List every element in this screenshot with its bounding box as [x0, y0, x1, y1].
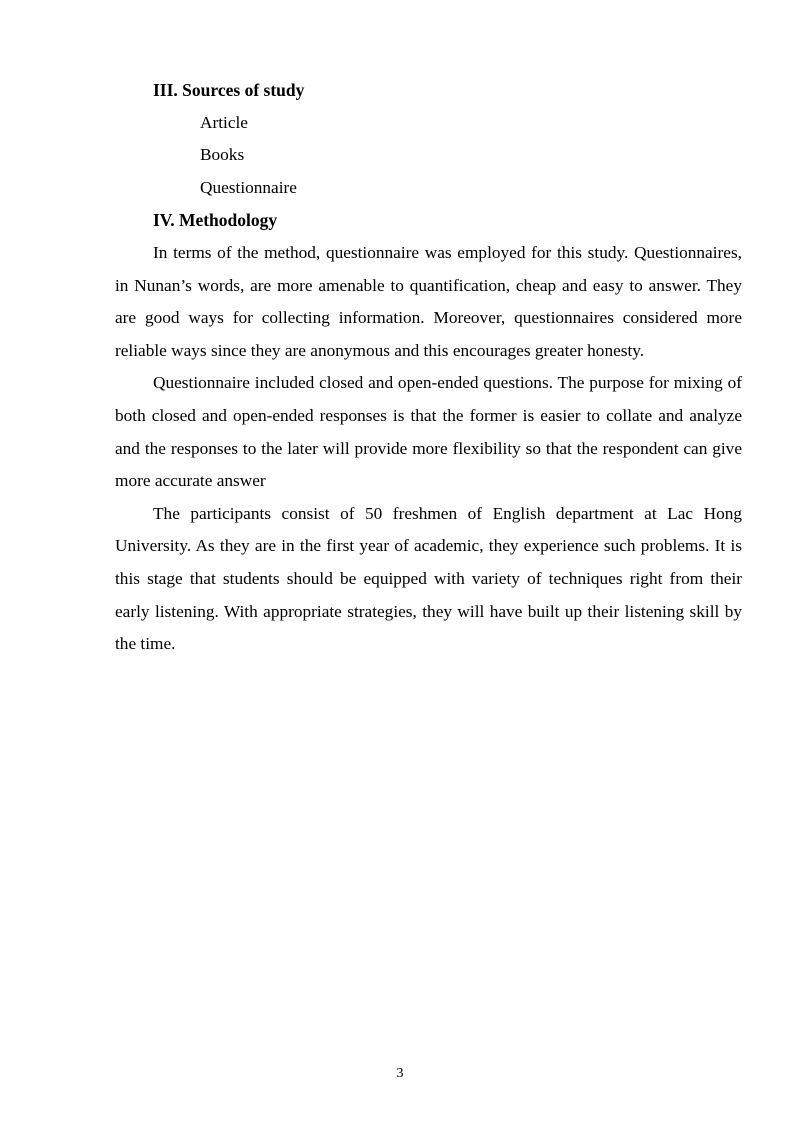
list-item: Books — [200, 145, 245, 165]
methodology-heading: IV. Methodology — [153, 210, 278, 231]
methodology-paragraph: The participants consist of 50 freshmen of English department at Lac Hong University. As they are in the first year of academic, they experience such problems. It is this stage that students should be equipped with variety of techniques right from their early listening. With appropriate strategies, they will have built up their listening skill by the time. — [115, 503, 742, 654]
page-number: 3 — [396, 1066, 404, 1081]
list-item: Questionnaire — [200, 177, 297, 197]
list-item: Article — [200, 112, 248, 132]
methodology-paragraph: In terms of the method, questionnaire was employed for this study. Questionnaires, in Nunan’s words, are more amenable to quantification, cheap and easy to answer. They are good ways for collecting information. Moreover, questionnaires considered more reliable ways since they are anonymous and this encourages greater honesty. — [115, 242, 742, 360]
sources-heading: III. Sources of study — [153, 80, 305, 100]
page-content — [115, 74, 742, 661]
methodology-paragraph: Questionnaire included closed and open-ended questions. The purpose for mixing of both closed and open-ended responses is that the former is easier to collate and analyze and the responses to the later will provide more flexibility so that the respondent can give more accurate answer — [115, 373, 742, 491]
sources-list — [115, 107, 742, 205]
